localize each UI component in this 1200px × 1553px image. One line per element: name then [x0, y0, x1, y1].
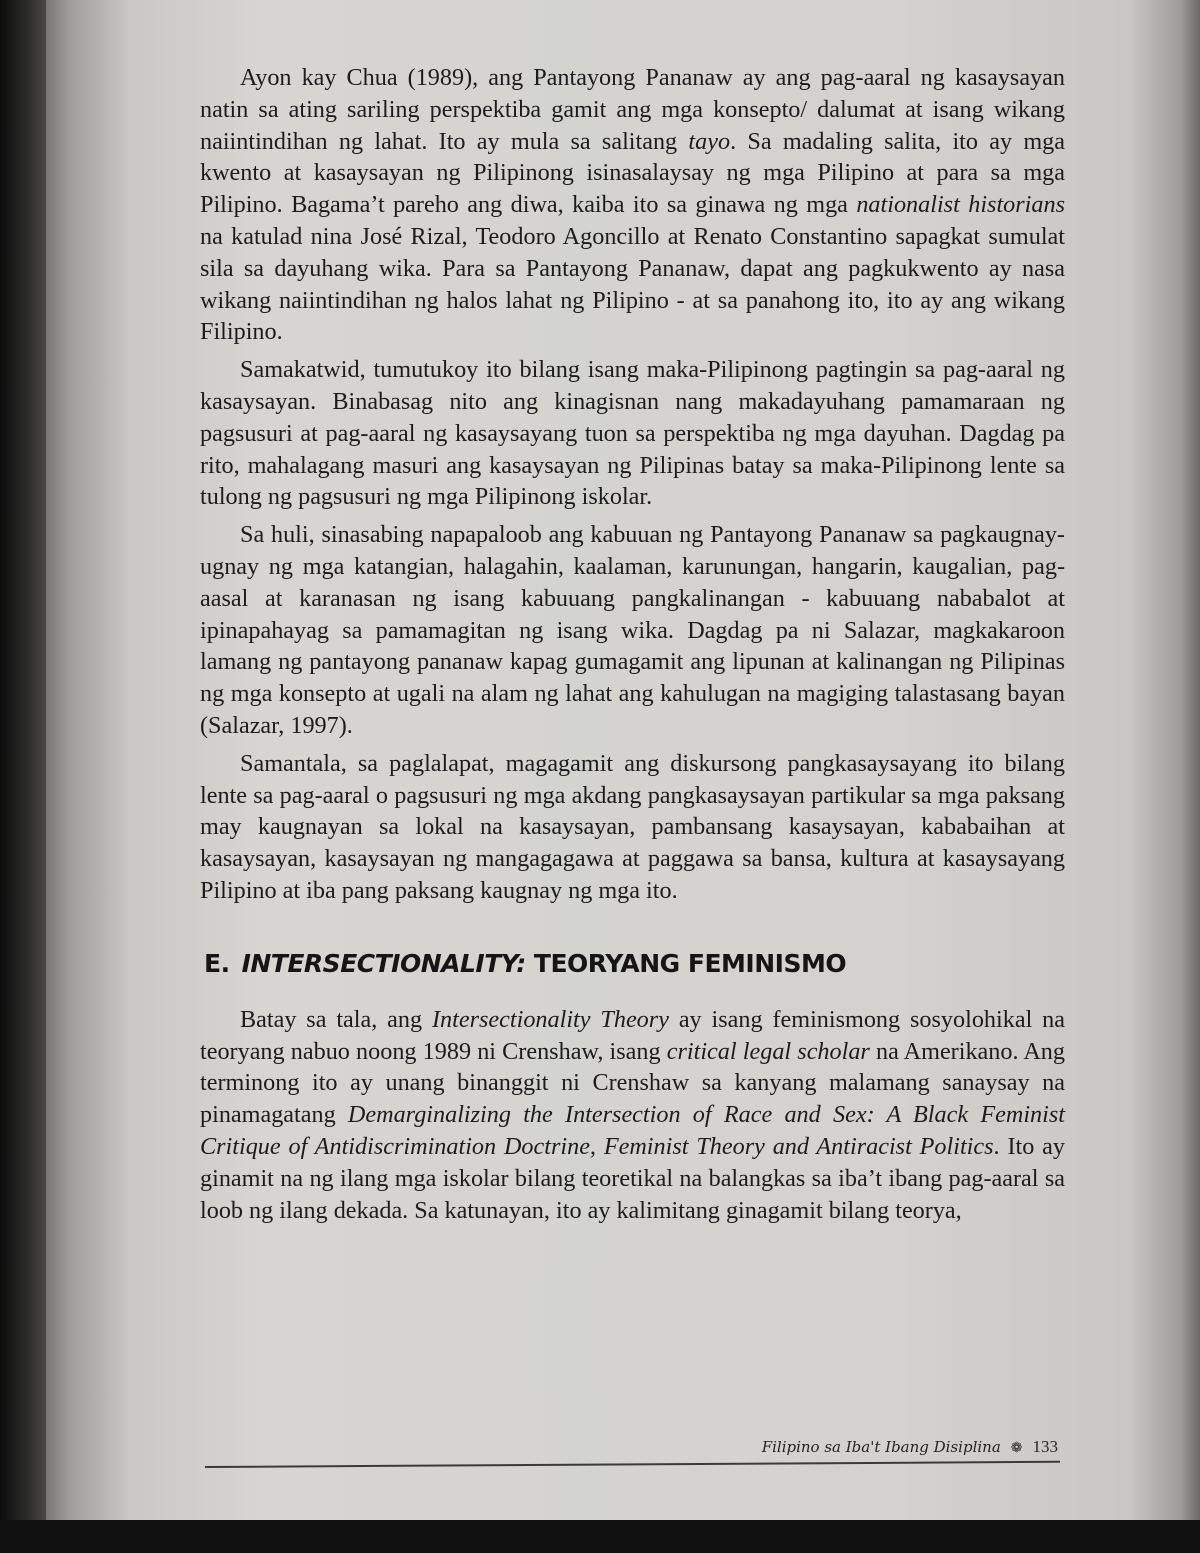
section-heading-rest: TEORYANG FEMINISMO	[525, 948, 847, 978]
text-run: na katulad nina José Rizal, Teodoro Agoncillo at Renato Constantino sapagkat sumulat sila sa dayuhang wika. Para sa Pantayong Pananaw, dapat ang pagkukwento ay nasa wikang naiintindihan ng halos lahat ng Pilipino - at sa panahong ito, ito ay ang wikang Filipino.	[200, 222, 1065, 346]
footer-book-title: Filipino sa Iba't Ibang Disiplina	[761, 1438, 1001, 1456]
text-run: Samantala, sa paglalapat, magagamit ang diskursong pangkasaysayang ito bilang lente sa pag-aaral o pagsusuri ng mga akdang pangkasaysayan partikular sa mga paksang may kaugnayan sa lokal na kasaysayan, pambansang kasaysayan, kababaihan at kasaysayan, kasaysayan ng mangagagawa at paggawa sa bansa, kultura at kasaysayang Pilipino at iba pang paksang kaugnay ng mga ito.	[200, 749, 1065, 904]
italic-text: nationalist historians	[856, 191, 1065, 219]
page-footer	[700, 1437, 1058, 1457]
text-run: ay isang feminismong sosyolohikal na teoryang nabuo noong 1989 ni Crenshaw, isang	[200, 1005, 1066, 1065]
text-run: Sa huli, sinasabing napapaloob ang kabuuan ng Pantayong Pananaw sa pagkaugnay-ugnay ng mga katangian, halagahin, kaalaman, karunungan, hangarin, kaugalian, pag-aasal at karanasan ng isang kabuuang pangkalinangan - kabuuang nababalot at ipinapahayag sa pamamagitan ng isang wika. Dagdag pa ni Salazar, magkakaroon lamang ng pantayong pananaw kapag gumagamit ang lipunan at kalinangan ng Pilipinas ng mga konsepto at ugali na alam ng lahat ang kahulugan na magiging talastasang bayan (Salazar, 1997).	[200, 521, 1065, 739]
page-body	[200, 62, 1065, 1226]
paragraph	[200, 354, 1065, 513]
italic-text: tayo	[688, 127, 731, 155]
text-run: Ayon kay Chua (1989), ang Pantayong Pananaw ay ang pag-aaral ng kasaysayan natin sa ating sariling perspektiba gamit ang mga konsepto/ dalumat at isang wikang naiintindihan ng lahat. Ito ay mula sa salitang	[200, 64, 1065, 155]
paragraph	[200, 519, 1065, 742]
book-spine-shadow	[0, 0, 46, 1553]
page-number: 133	[1032, 1437, 1058, 1456]
section-letter: E.	[204, 948, 230, 978]
section-heading-italic: INTERSECTIONALITY:	[241, 948, 526, 978]
section-paragraphs	[200, 1004, 1065, 1227]
italic-text: Intersectionality Theory	[432, 1005, 669, 1033]
text-run: . Sa madaling salita, ito ay mga kwento at kasaysayan ng Pilipinong isinasalaysay ng mga Pilipino at para sa mga Pilipino. Bagama’t pareho ang diwa, kaiba ito sa ginawa ng mga	[200, 127, 1065, 219]
paragraph	[200, 748, 1065, 907]
italic-text: Demarginalizing the Intersection of Race and Sex: A Black Feminist Critique of Antidiscrimination Doctrine, Feminist Theory and Antiracist Politics	[200, 1101, 1065, 1160]
paragraph	[200, 62, 1065, 348]
page-bottom-shadow	[0, 1520, 1200, 1553]
text-run: Samakatwid, tumutukoy ito bilang isang maka-Pilipinong pagtingin sa pag-aaral ng kasaysayan. Binabasag nito ang kinagisnan nang makadayuhang pamamaraan ng pagsusuri at pag-aaral ng kasaysayang tuon sa perspektiba ng mga dayuhan. Dagdag pa rito, mahalagang masuri ang kasaysayan ng Pilipinas batay sa maka-Pilipinong lente sa tulong ng pagsusuri ng mga Pilipinong iskolar.	[200, 356, 1065, 511]
text-run: na Amerikano. Ang terminong ito ay unang binanggit ni Crenshaw sa kanyang malamang sanaysay na pinamagatang	[200, 1037, 1065, 1129]
flower-ornament-icon: ❁	[1010, 1441, 1023, 1456]
text-run: . Ito ay ginamit na ng ilang mga iskolar bilang teoretikal na balangkas sa iba’t ibang pag-aaral sa loob ng ilang dekada. Sa katunayan, ito ay kalimitang ginagamit bilang teorya,	[200, 1132, 1065, 1224]
text-run: Batay sa tala, ang	[240, 1005, 432, 1033]
italic-text: critical legal scholar	[666, 1037, 870, 1065]
paragraph	[200, 1004, 1065, 1227]
paragraphs	[200, 62, 1065, 907]
section-heading	[204, 949, 1065, 978]
